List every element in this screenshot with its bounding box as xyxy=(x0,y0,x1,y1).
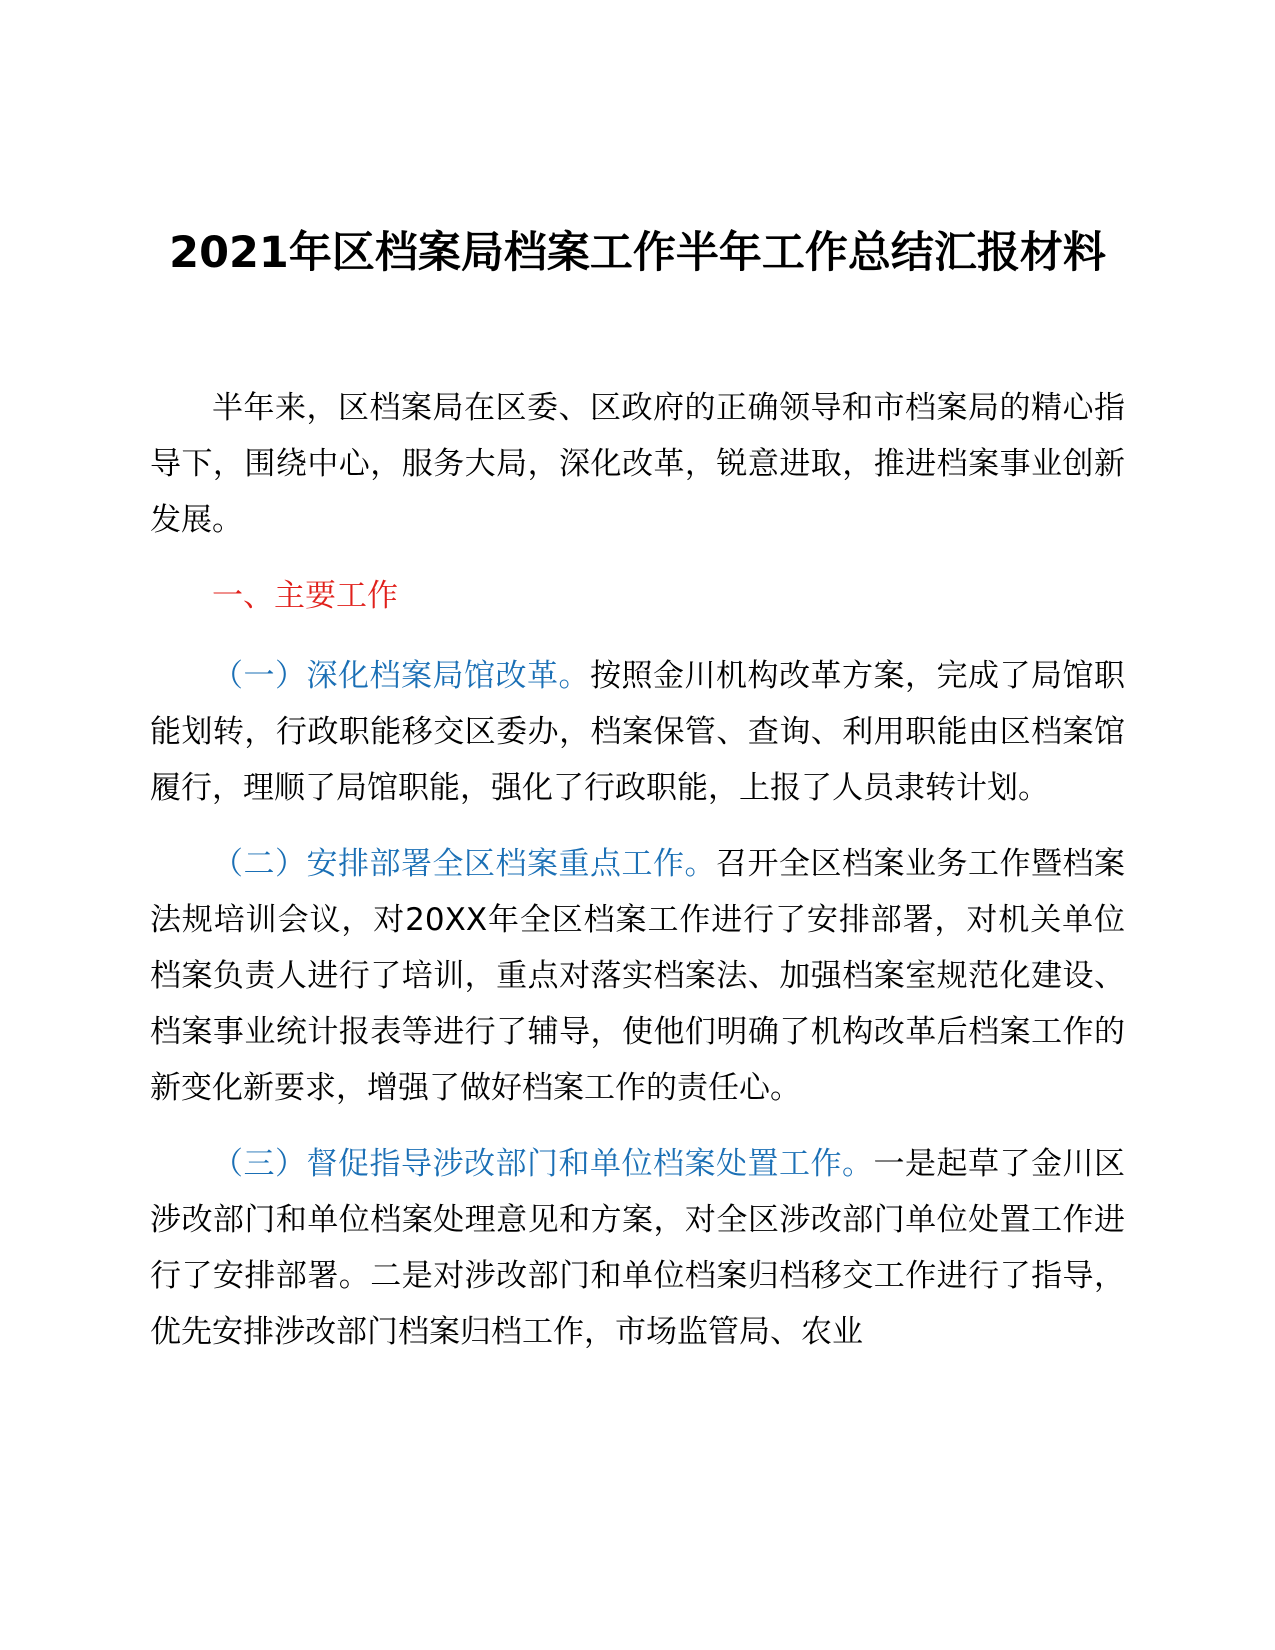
item-text-2: 召开全区档案业务工作暨档案法规培训会议，对20XX年全区档案工作进行了安排部署，对机关单位档案负责人进行了培训，重点对落实档案法、加强档案室规范化建设、档案事业统计报表等进行了辅导，使他们明确了机构改革后档案工作的新变化新要求，增强了做好档案工作的责任心。 xyxy=(150,846,1125,1106)
item-paragraph-1 xyxy=(150,648,1125,816)
item-text-3: 一是起草了金川区涉改部门和单位档案处理意见和方案，对全区涉改部门单位处置工作进行了安排部署。二是对涉改部门和单位档案归档移交工作进行了指导，优先安排涉改部门档案归档工作，市场监管局、农业 xyxy=(150,1146,1125,1350)
document-body xyxy=(150,380,1125,1380)
item-heading-1: （一）深化档案局馆改革。 xyxy=(212,658,590,694)
document-title: 2021年区档案局档案工作半年工作总结汇报材料 xyxy=(169,228,1106,278)
item-heading-2: （二）安排部署全区档案重点工作。 xyxy=(212,846,716,882)
item-heading-3: （三）督促指导涉改部门和单位档案处置工作。 xyxy=(212,1146,874,1182)
item-paragraph-3 xyxy=(150,1136,1125,1360)
section-heading-main-work: 一、主要工作 xyxy=(212,578,398,614)
item-text-1: 按照金川机构改革方案，完成了局馆职能划转，行政职能移交区委办，档案保管、查询、利用职能由区档案馆履行，理顺了局馆职能，强化了行政职能，上报了人员隶转计划。 xyxy=(150,658,1125,806)
item-paragraph-2 xyxy=(150,836,1125,1116)
intro-paragraph: 半年来，区档案局在区委、区政府的正确领导和市档案局的精心指导下，围绕中心，服务大局，深化改革，锐意进取，推进档案事业创新发展。 xyxy=(150,390,1125,538)
